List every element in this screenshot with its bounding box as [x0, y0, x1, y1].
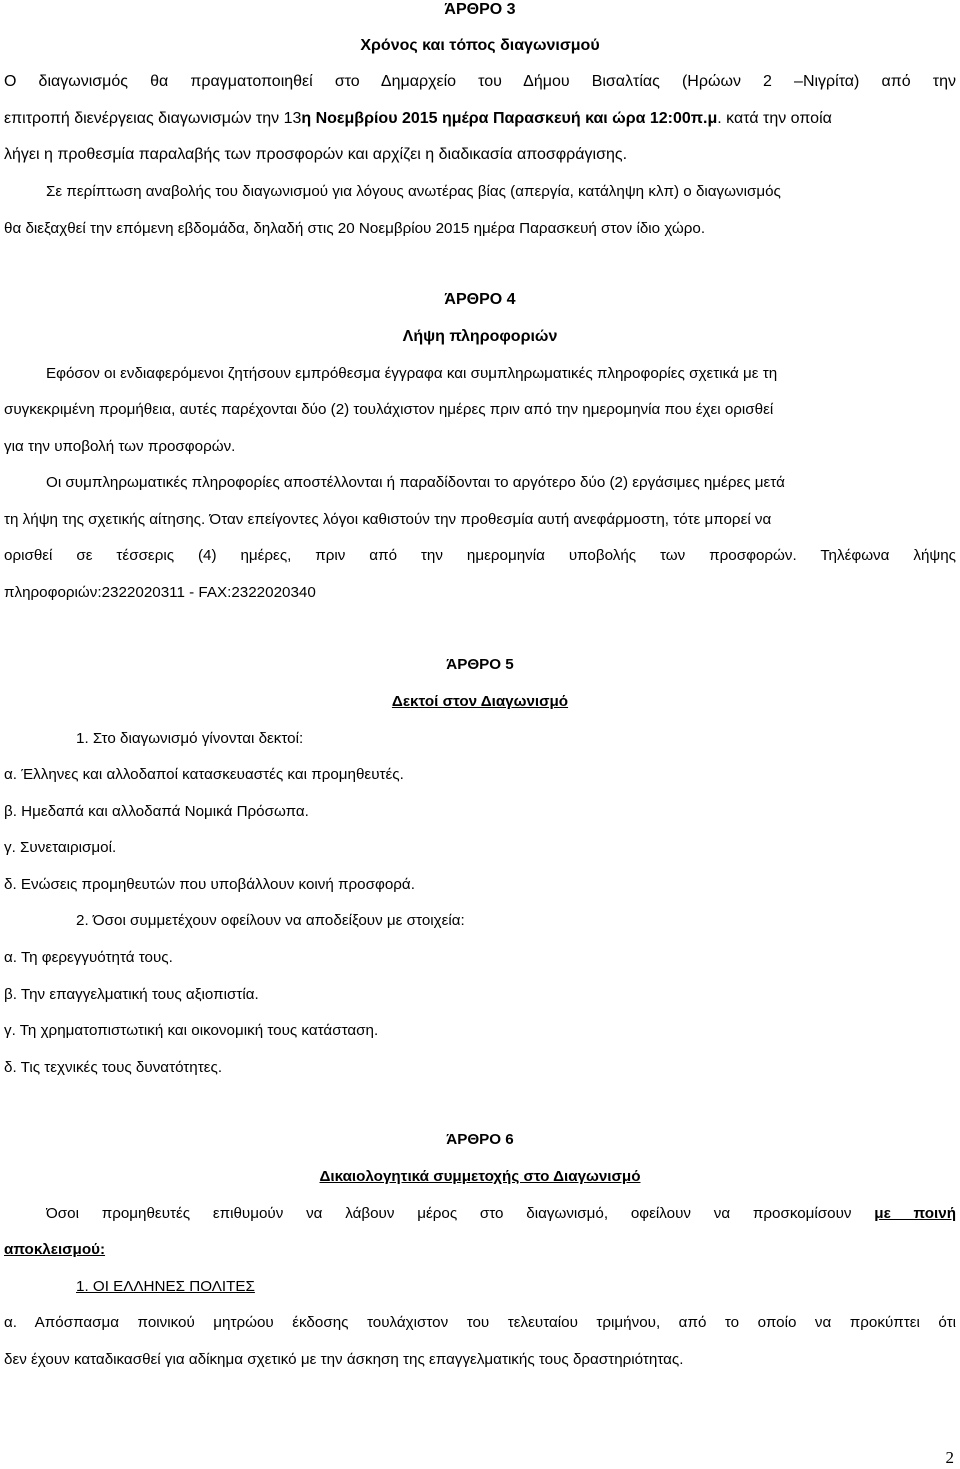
list-item: δ. Τις τεχνικές τους δυνατότητες.: [4, 1059, 223, 1076]
article4-paragraph-line: τη λήψη της σχετικής αίτησης. Όταν επείγοντες λόγοι καθιστούν την προθεσμία αυτή ανεφάρμοστη, τότε μπορεί να: [4, 511, 772, 528]
article4-paragraph-line: Οι συμπληρωματικές πληροφορίες αποστέλλονται ή παραδίδονται το αργότερο δύο (2) εργάσιμες ημέρες μετά: [46, 474, 785, 491]
article4-phone-line: πληροφοριών:2322020311 - FAX:2322020340: [4, 584, 316, 601]
article6-paragraph-line: Όσοι προμηθευτές επιθυμούν να λάβουν μέρος στο διαγωνισμό, οφείλουν να προσκομίσουν με ποινή: [46, 1205, 956, 1222]
article3-paragraph-line: Σε περίπτωση αναβολής του διαγωνισμού για λόγους ανωτέρας βίας (απεργία, κατάληψη κλπ) ο διαγωνισμός: [46, 183, 781, 200]
article3-heading: ΆΡΘΡΟ 3: [444, 1, 516, 18]
article6-paragraph-line: δεν έχουν καταδικασθεί για αδίκημα σχετικό με την άσκηση της επαγγελματικής τους δραστηριότητας.: [4, 1351, 684, 1368]
article5-heading: ΆΡΘΡΟ 5: [446, 656, 514, 673]
article3-paragraph-line: θα διεξαχθεί την επόμενη εβδομάδα, δηλαδή στις 20 Νοεμβρίου 2015 ημέρα Παρασκευή στον ίδιο χώρο.: [4, 220, 706, 237]
article3-paragraph-line: λήγει η προθεσμία παραλαβής των προσφορών και αρχίζει η διαδικασία αποσφράγισης.: [4, 146, 628, 163]
article3-paragraph-line: Ο διαγωνισμός θα πραγματοποιηθεί στο Δημαρχείο του Δήμου Βισαλτίας (Ηρώων 2 –Νιγρίτα) από την: [4, 73, 956, 90]
article3-subheading: Χρόνος και τόπος διαγωνισμού: [360, 37, 600, 54]
article4-paragraph-line: για την υποβολή των προσφορών.: [4, 438, 236, 455]
article6-paragraph-line: αποκλεισμού:: [4, 1241, 106, 1258]
article4-subheading: Λήψη πληροφοριών: [402, 328, 558, 345]
list-item: γ. Συνεταιρισμοί.: [4, 839, 117, 856]
list-item: δ. Ενώσεις προμηθευτών που υποβάλλουν κοινή προσφορά.: [4, 876, 415, 893]
article3-paragraph-line: επιτροπή διενέργειας διαγωνισμών την 13η Νοεμβρίου 2015 ημέρα Παρασκευή και ώρα 12:00π.μ. κατά την οποία: [4, 110, 832, 127]
article4-paragraph-line: Εφόσον οι ενδιαφερόμενοι ζητήσουν εμπρόθεσμα έγγραφα και συμπληρωματικές πληροφορίες σχετικά με τη: [46, 365, 778, 382]
list-item: γ. Τη χρηματοπιστωτική και οικονομική τους κατάσταση.: [4, 1022, 379, 1039]
article4-paragraph-line: ορισθεί σε τέσσερις (4) ημέρες, πριν από την ημερομηνία υποβολής των προσφορών. Τηλέφωνα λήψης: [4, 547, 956, 564]
list-item: β. Την επαγγελματική τους αξιοπιστία.: [4, 986, 259, 1003]
article6-subheading: Δικαιολογητικά συμμετοχής στο Διαγωνισμό: [319, 1168, 641, 1185]
article4-heading: ΆΡΘΡΟ 4: [444, 291, 516, 308]
list-item: α. Έλληνες και αλλοδαποί κατασκευαστές και προμηθευτές.: [4, 766, 404, 783]
article5-subheading: Δεκτοί στον Διαγωνισμό: [391, 693, 569, 710]
list-item: α. Τη φερεγγυότητά τους.: [4, 949, 173, 966]
list-item: 2. Όσοι συμμετέχουν οφείλουν να αποδείξουν με στοιχεία:: [76, 912, 465, 929]
article6-heading: ΆΡΘΡΟ 6: [446, 1131, 514, 1148]
article6-paragraph-line: α. Απόσπασμα ποινικού μητρώου έκδοσης τουλάχιστον του τελευταίου τριμήνου, από το οποίο να προκύπτει ότι: [4, 1314, 956, 1331]
list-item: 1. Στο διαγωνισμό γίνονται δεκτοί:: [76, 730, 304, 747]
article6-section-title: 1. ΟΙ ΕΛΛΗΝΕΣ ΠΟΛΙΤΕΣ: [76, 1278, 255, 1295]
list-item: β. Ημεδαπά και αλλοδαπά Νομικά Πρόσωπα.: [4, 803, 309, 820]
page-number: 2: [945, 1448, 954, 1467]
article4-paragraph-line: συγκεκριμένη προμήθεια, αυτές παρέχονται δύο (2) τουλάχιστον ημέρες πριν από την ημερομηνία που έχει ορισθεί: [4, 401, 774, 418]
